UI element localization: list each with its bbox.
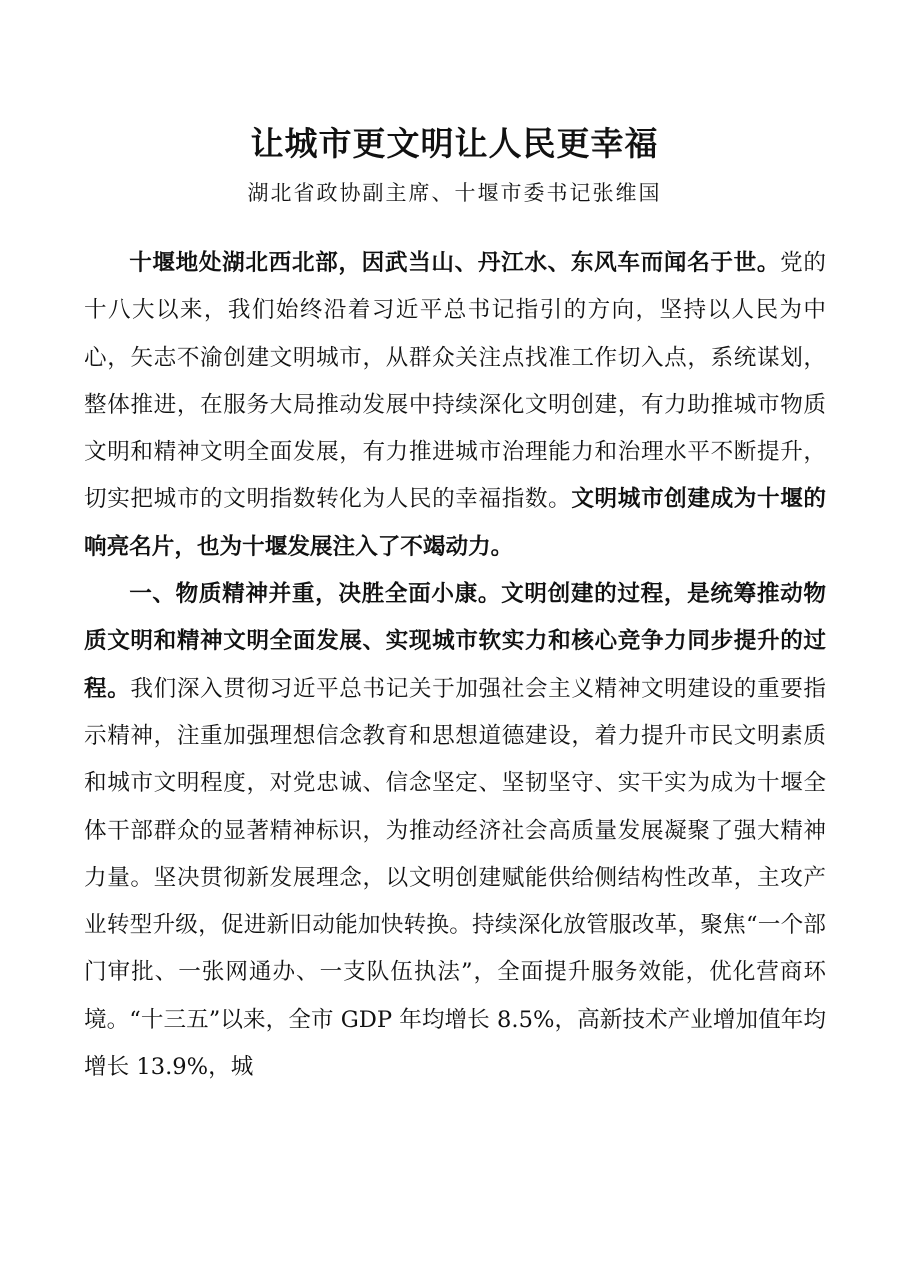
- paragraph-section-1-bold-lead: 一、物质精神并重，决胜全面小康。文明创建的过程，是统筹推动物质文明和精神文明全面发展、实现城市软实力和核心竞争力同步提升的过程。: [84, 581, 826, 702]
- paragraph-section-1: [84, 571, 826, 1091]
- paragraph-intro-text: 党的十八大以来，我们始终沿着习近平总书记指引的方向，坚持以人民为中心，矢志不渝创建文明城市，从群众关注点找准工作切入点，系统谋划，整体推进，在服务大局推动发展中持续深化文明创建，有力助推城市物质文明和精神文明全面发展，有力推进城市治理能力和治理水平不断提升，切实把城市的文明指数转化为人民的幸福指数。: [84, 250, 827, 513]
- paragraph-intro-bold-lead: 十堰地处湖北西北部，因武当山、丹江水、东风车而闻名于世。: [129, 250, 781, 276]
- paragraph-section-1-text: 我们深入贯彻习近平总书记关于加强社会主义精神文明建设的重要指示精神，注重加强理想信念教育和思想道德建设，着力提升市民文明素质和城市文明程度，对党忠诚、信念坚定、坚韧坚守、实干实为成为十堰全体干部群众的显著精神标识，为推动经济社会高质量发展凝聚了强大精神力量。坚决贯彻新发展理念，以文明创建赋能供给侧结构性改革，主攻产业转型升级，促进新旧动能加快转换。持续深化放管服改革，聚焦“一个部门审批、一张网通办、一支队伍执法”，全面提升服务效能，优化营商环境。“十三五”以来，全市 GDP 年均增长 8.5%，高新技术产业增加值年均增长 13.9%，城: [84, 675, 827, 1081]
- document-title: 让城市更文明让人民更幸福: [250, 124, 659, 163]
- paragraph-intro-bold-tail: 文明城市创建成为十堰的响亮名片，也为十堰发展注入了不竭动力。: [84, 486, 827, 560]
- paragraph-intro: [84, 240, 826, 571]
- document-byline: 湖北省政协副主席、十堰市委书记张维国: [247, 181, 662, 205]
- document-body: [84, 240, 826, 1091]
